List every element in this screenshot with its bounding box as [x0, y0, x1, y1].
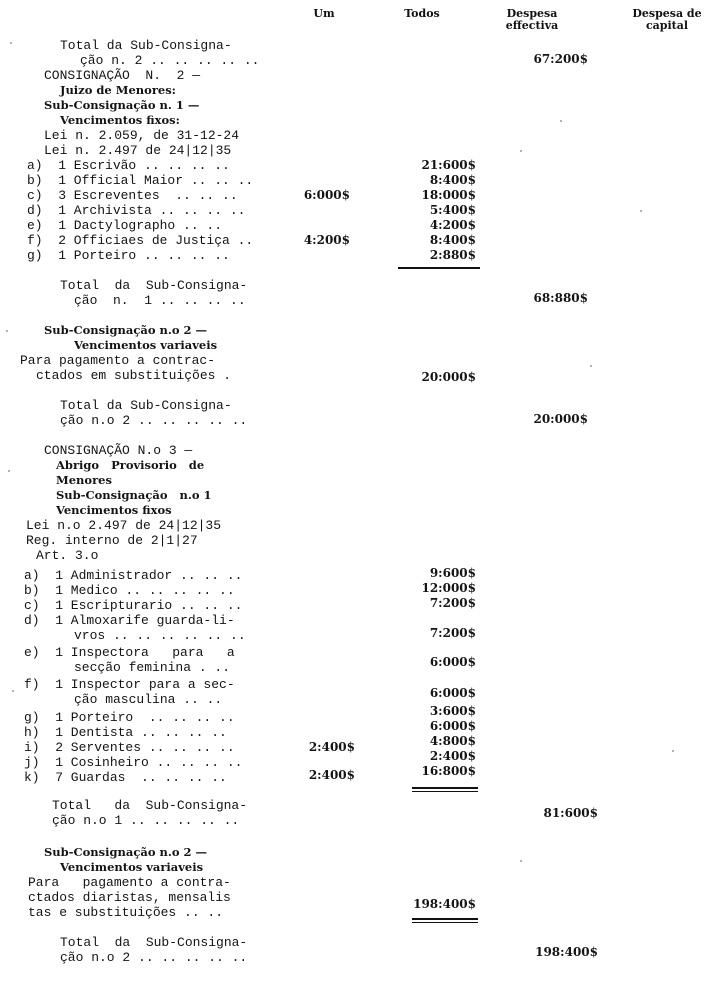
list-item: f) 1 Inspector para a sec-: [24, 677, 235, 692]
header-um: Um: [313, 7, 335, 20]
sum-rule: [398, 267, 480, 269]
list-item: vros .. .. .. .. .. ..: [74, 628, 246, 643]
section-heading: Sub-Consignação n.o 2 —: [44, 323, 208, 337]
value-todos: 8:400$: [429, 233, 476, 247]
sum-rule: [412, 787, 478, 789]
section-heading: CONSIGNAÇÃO N.o 3 —: [44, 443, 193, 458]
value-todos: 6:000$: [429, 719, 476, 733]
value-todos: 16:800$: [421, 764, 476, 778]
header-despesa-capital: [622, 8, 712, 32]
text-line: Para pagamento a contrac-: [20, 353, 216, 368]
value-todos: 4:200$: [429, 218, 476, 232]
list-item: h) 1 Dentista .. .. .. ..: [24, 725, 227, 740]
value-todos: 6:000$: [429, 686, 476, 700]
text-line: ctados diaristas, mensalis: [28, 890, 231, 905]
value-um: 2:400$: [308, 768, 355, 782]
text-line: Para pagamento a contra-: [28, 875, 231, 890]
value-todos: 9:600$: [429, 566, 476, 580]
section-heading: Vencimentos variaveis: [60, 860, 204, 874]
section-heading: CONSIGNAÇÃO N. 2 —: [44, 68, 201, 83]
list-item: b) 1 Medico .. .. .. .. ..: [24, 583, 235, 598]
value-todos: 2:880$: [429, 248, 476, 262]
text-line: ção n. 2 .. .. .. .. ..: [80, 53, 260, 68]
section-heading: Vencimentos fixos: [56, 503, 172, 517]
section-heading: Juizo de Menores:: [60, 83, 176, 97]
sum-rule: [412, 791, 478, 792]
scan-speck: [520, 150, 522, 152]
header-todos: Todos: [404, 7, 440, 20]
list-item: j) 1 Cosinheiro .. .. .. ..: [24, 755, 243, 770]
section-heading: Abrigo Provisorio de: [56, 458, 205, 472]
list-item: b) 1 Official Maior .. .. ..: [27, 173, 254, 188]
text-line: ctados em substituições .: [36, 368, 232, 383]
text-line: Reg. interno de 2|1|27: [26, 533, 198, 548]
value-efectiva: 68:880$: [533, 291, 588, 305]
section-heading: Sub-Consignação n. 1 —: [44, 98, 200, 112]
value-efectiva: 81:600$: [543, 806, 598, 820]
value-todos: 7:200$: [429, 626, 476, 640]
list-item: a) 1 Escrivão .. .. .. ..: [27, 158, 230, 173]
text-line: ção n.o 2 .. .. .. .. ..: [60, 950, 248, 965]
value-todos: 198:400$: [413, 897, 476, 911]
list-item: c) 3 Escreventes .. .. ..: [27, 188, 238, 203]
sum-rule: [412, 922, 478, 923]
scan-speck: [672, 750, 674, 752]
value-efectiva: 198:400$: [535, 945, 598, 959]
text-line: tas e substituições .. ..: [28, 905, 224, 920]
value-um: 2:400$: [308, 740, 355, 754]
value-todos: 7:200$: [429, 596, 476, 610]
scan-speck: [6, 330, 8, 332]
text-line: ção n.o 2 .. .. .. .. ..: [60, 413, 248, 428]
section-heading: Sub-Consignação n.o 1: [56, 488, 212, 502]
value-todos: 2:400$: [429, 749, 476, 763]
section-heading: Sub-Consignação n.o 2 —: [44, 845, 208, 859]
scan-speck: [520, 860, 522, 862]
text-line: Total da Sub-Consigna-: [60, 278, 248, 293]
text-line: Lei n. 2.059, de 31-12-24: [44, 128, 240, 143]
text-line: ção n. 1 .. .. .. ..: [74, 293, 246, 308]
value-um: 6:000$: [303, 188, 350, 202]
value-todos: 18:000$: [421, 188, 476, 202]
value-todos: 20:000$: [421, 370, 476, 384]
text-line: Total da Sub-Consigna-: [60, 935, 248, 950]
value-todos: 6:000$: [429, 655, 476, 669]
header-despesa-efectiva: [492, 8, 572, 32]
value-todos: 5:400$: [429, 203, 476, 217]
list-item: ção masculina .. ..: [74, 692, 223, 707]
text-line: Lei n.o 2.497 de 24|12|35: [26, 518, 222, 533]
text-line: ção n.o 1 .. .. .. .. ..: [52, 813, 240, 828]
section-heading: Vencimentos fixos:: [60, 113, 180, 127]
section-heading: Menores: [56, 473, 112, 487]
scan-speck: [560, 120, 562, 122]
value-efectiva: 20:000$: [533, 412, 588, 426]
list-item: c) 1 Escripturario .. .. ..: [24, 598, 243, 613]
list-item: g) 1 Porteiro .. .. .. ..: [24, 710, 235, 725]
text-line: Total da Sub-Consigna-: [60, 398, 232, 413]
list-item: k) 7 Guardas .. .. .. ..: [24, 770, 227, 785]
header-despesa-capital-line1: Despesa de: [632, 7, 702, 20]
list-item: g) 1 Porteiro .. .. .. ..: [27, 248, 230, 263]
sum-rule: [412, 918, 478, 920]
value-um: 4:200$: [303, 233, 350, 247]
value-efectiva: 67:200$: [533, 52, 588, 66]
list-item: e) 1 Dactylographo .. ..: [27, 218, 223, 233]
scan-speck: [10, 42, 12, 44]
value-todos: 8:400$: [429, 173, 476, 187]
text-line: Total da Sub-Consigna-: [60, 38, 232, 53]
scan-speck: [640, 210, 642, 212]
list-item: a) 1 Administrador .. .. ..: [24, 568, 243, 583]
header-despesa-capital-line2: capital: [645, 19, 689, 32]
header-despesa-efectiva-line1: Despesa: [506, 7, 558, 20]
list-item: e) 1 Inspectora para a: [24, 645, 235, 660]
value-todos: 21:600$: [421, 158, 476, 172]
list-item: f) 2 Officiaes de Justiça ..: [27, 233, 254, 248]
scan-speck: [12, 690, 14, 692]
text-line: Art. 3.o: [36, 548, 99, 563]
text-line: Total da Sub-Consigna-: [52, 798, 248, 813]
value-todos: 12:000$: [421, 581, 476, 595]
value-todos: 4:800$: [429, 734, 476, 748]
scan-speck: [590, 365, 592, 367]
list-item: d) 1 Archivista .. .. .. ..: [27, 203, 246, 218]
text-line: Lei n. 2.497 de 24|12|35: [44, 143, 232, 158]
list-item: d) 1 Almoxarife guarda-li-: [24, 613, 235, 628]
section-heading: Vencimentos variaveis: [74, 338, 218, 352]
header-despesa-efectiva-line2: effectiva: [505, 19, 559, 32]
list-item: i) 2 Serventes .. .. .. ..: [24, 740, 235, 755]
scan-speck: [8, 470, 10, 472]
value-todos: 3:600$: [429, 704, 476, 718]
list-item: secção feminina . ..: [74, 660, 231, 675]
